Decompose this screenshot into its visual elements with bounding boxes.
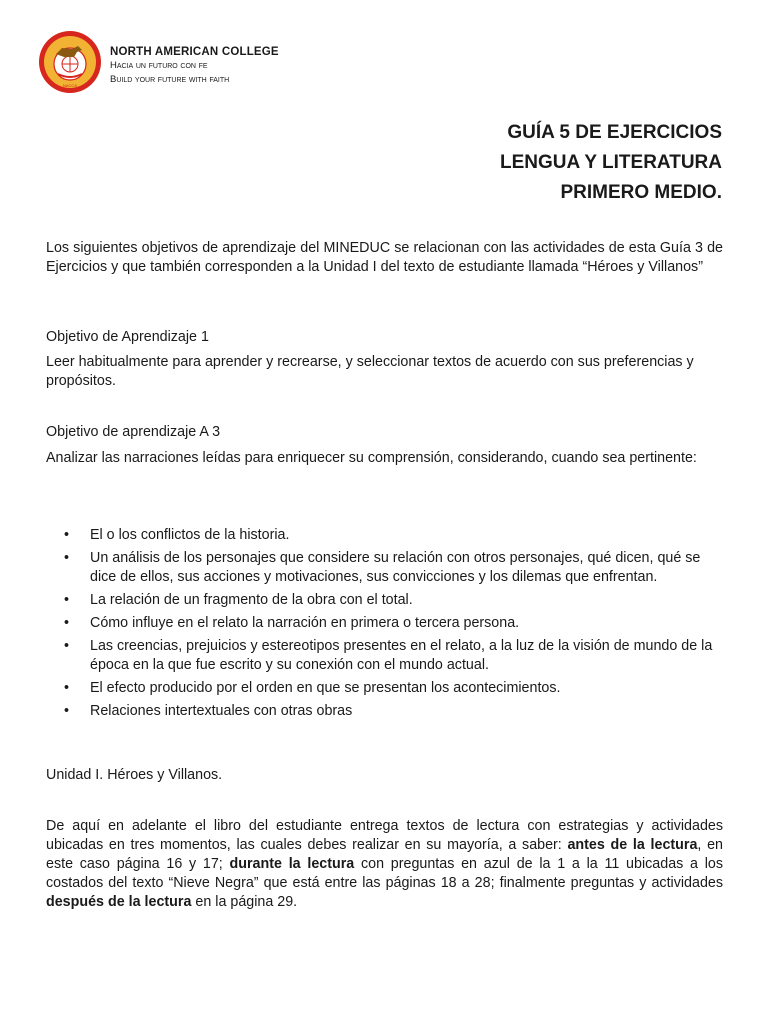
objective-bullet-list	[46, 526, 723, 725]
objective-3-heading: Objetivo de aprendizaje A 3	[46, 424, 221, 440]
bullet-item	[46, 702, 723, 721]
document-title	[500, 118, 722, 208]
objective-3-text: Analizar las narraciones leídas para enriquecer su comprensión, considerando, cuando sea pertinente:	[46, 450, 697, 466]
motto-spanish: Hacia un futuro con fe	[110, 60, 208, 71]
bullet-text: Cómo influye en el relato la narración en primera o tercera persona.	[90, 615, 520, 631]
paragraph-text: con preguntas en azul de la 1 a la 11 ubicadas a los costados del texto “Nieve Negra” que está entre las páginas 18 a 28; finalmente preguntas y actividades	[46, 856, 723, 891]
bullet-item	[46, 614, 723, 633]
unit-heading: Unidad I. Héroes y Villanos.	[46, 767, 223, 783]
bullet-text: Un análisis de los personajes que considere su relación con otros personajes, qué dicen, qué se dice de ellos, sus acciones y motivaciones, sus convicciones y los dilemas que enfrentan.	[90, 550, 701, 585]
header-text	[110, 46, 279, 86]
motto-english: Build your future with faith	[110, 74, 230, 85]
college-name: NORTH AMERICAN COLLEGE	[110, 46, 279, 58]
bullet-icon: •	[64, 550, 70, 566]
bullet-icon: •	[64, 638, 70, 654]
bullet-text: El o los conflictos de la historia.	[90, 527, 290, 543]
bullet-item	[46, 526, 723, 545]
bullet-icon: •	[64, 527, 70, 543]
bullet-item	[46, 591, 723, 610]
title-line-1: GUÍA 5 DE EJERCICIOS	[507, 122, 722, 143]
intro-paragraph: Los siguientes objetivos de aprendizaje del MINEDUC se relacionan con las actividades de esta Guía 3 de Ejercicios y que también corresponden a la Unidad I del texto de estudiante llamada “Héroes y Villanos”	[46, 240, 723, 275]
bullet-text: Las creencias, prejuicios y estereotipos presentes en el relato, a la luz de la visión de mundo de la época en la que fue escrito y su conexión con el mundo actual.	[90, 638, 713, 673]
college-logo	[38, 30, 102, 94]
reading-instructions-paragraph	[46, 817, 723, 912]
bullet-text: La relación de un fragmento de la obra con el total.	[90, 592, 413, 608]
bullet-item	[46, 549, 723, 587]
title-line-2: LENGUA Y LITERATURA	[499, 152, 722, 173]
objective-1-heading: Objetivo de Aprendizaje 1	[46, 329, 209, 345]
bullet-item	[46, 637, 723, 675]
logo-text: NACCA	[62, 83, 78, 88]
paragraph-text: De aquí en adelante el libro del estudiante entrega textos de lectura con estrategias y actividades ubicadas en tres momentos, las cuales debes realizar en su mayoría, a saber:	[46, 818, 723, 853]
during-reading-emphasis: durante la lectura	[229, 856, 355, 872]
title-line-3: PRIMERO MEDIO.	[560, 182, 722, 203]
bullet-icon: •	[64, 703, 70, 719]
bullet-icon: •	[64, 680, 70, 696]
paragraph-text: en la página 29.	[191, 894, 298, 910]
paragraph-text: , en este caso página 16 y 17;	[46, 837, 723, 872]
objective-1-text: Leer habitualmente para aprender y recrearse, y seleccionar textos de acuerdo con sus preferencias y propósitos.	[46, 354, 694, 389]
bullet-text: El efecto producido por el orden en que se presentan los acontecimientos.	[90, 680, 561, 696]
bullet-icon: •	[64, 615, 70, 631]
bullet-text: Relaciones intertextuales con otras obras	[90, 703, 353, 719]
bullet-icon: •	[64, 592, 70, 608]
before-reading-emphasis: antes de la lectura	[567, 837, 698, 853]
bullet-item	[46, 679, 723, 698]
after-reading-emphasis: después de la lectura	[46, 894, 192, 910]
